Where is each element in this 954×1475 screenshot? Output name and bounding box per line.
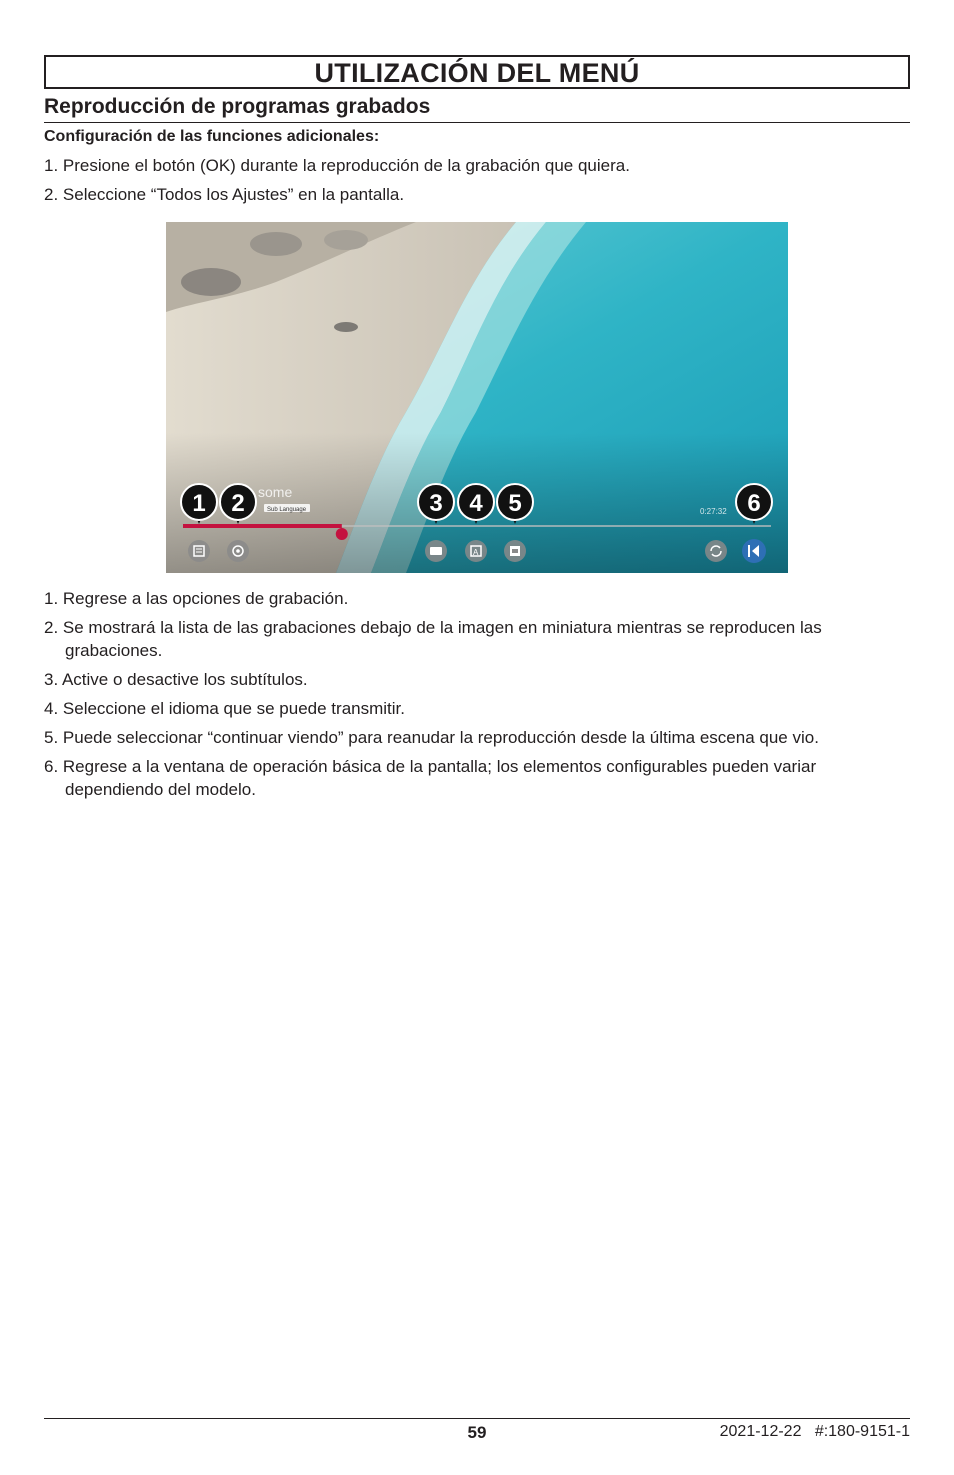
description-2: 2. Se mostrará la lista de las grabaciones debajo de la imagen en miniatura mientras se reproducen las grabaciones.	[44, 618, 822, 660]
description-4: 4. Seleccione el idioma que se puede transmitir.	[44, 699, 405, 718]
section-heading	[44, 93, 910, 123]
subtitle-icon[interactable]	[425, 540, 447, 562]
list-icon[interactable]	[188, 540, 210, 562]
overlay-title: some	[258, 484, 293, 500]
svg-text:A: A	[473, 548, 479, 557]
tv-screenshot	[166, 222, 788, 573]
recordings-icon[interactable]	[227, 540, 249, 562]
description-5: 5. Puede seleccionar “continuar viendo” para reanudar la reproducción desde la última escena que vio.	[44, 728, 819, 747]
sub-language-label: Sub Language	[267, 507, 307, 513]
continue-watching-icon[interactable]	[504, 540, 526, 562]
page-number: 59	[467, 1423, 487, 1442]
repeat-icon[interactable]	[705, 540, 727, 562]
doc-date: 2021-12-22	[719, 1423, 802, 1440]
subsection-title: Configuración de las funciones adicionales:	[44, 128, 380, 145]
back-to-start-icon[interactable]	[742, 539, 766, 563]
callout-number: 6	[747, 490, 761, 517]
callout-number: 3	[429, 490, 443, 517]
description-list	[44, 587, 910, 807]
callout-number: 4	[469, 490, 483, 517]
audio-language-icon[interactable]	[465, 540, 487, 562]
section-title: Reproducción de programas grabados	[44, 95, 431, 118]
step-1: 1. Presione el botón (OK) durante la reproducción de la grabación que quiera.	[44, 156, 630, 175]
callout-number: 1	[192, 490, 206, 517]
doc-info	[720, 1423, 910, 1441]
description-6: 6. Regrese a la ventana de operación básica de la pantalla; los elementos configurables pueden variar dependiendo del modelo.	[44, 757, 817, 799]
playback-time: 0:27:32	[700, 507, 727, 516]
page-title: UTILIZACIÓN DEL MENÚ	[314, 58, 640, 88]
description-3: 3. Active o desactive los subtítulos.	[44, 670, 308, 689]
description-1: 1. Regrese a las opciones de grabación.	[44, 589, 349, 608]
footer-rule	[44, 1418, 910, 1419]
doc-number: #:180-9151-1	[814, 1423, 910, 1440]
callout-number: 5	[508, 490, 522, 517]
progress-handle[interactable]	[336, 528, 348, 540]
step-2: 2. Seleccione “Todos los Ajustes” en la pantalla.	[44, 185, 405, 204]
page-title-box	[44, 55, 910, 89]
callout-number: 2	[231, 490, 245, 517]
